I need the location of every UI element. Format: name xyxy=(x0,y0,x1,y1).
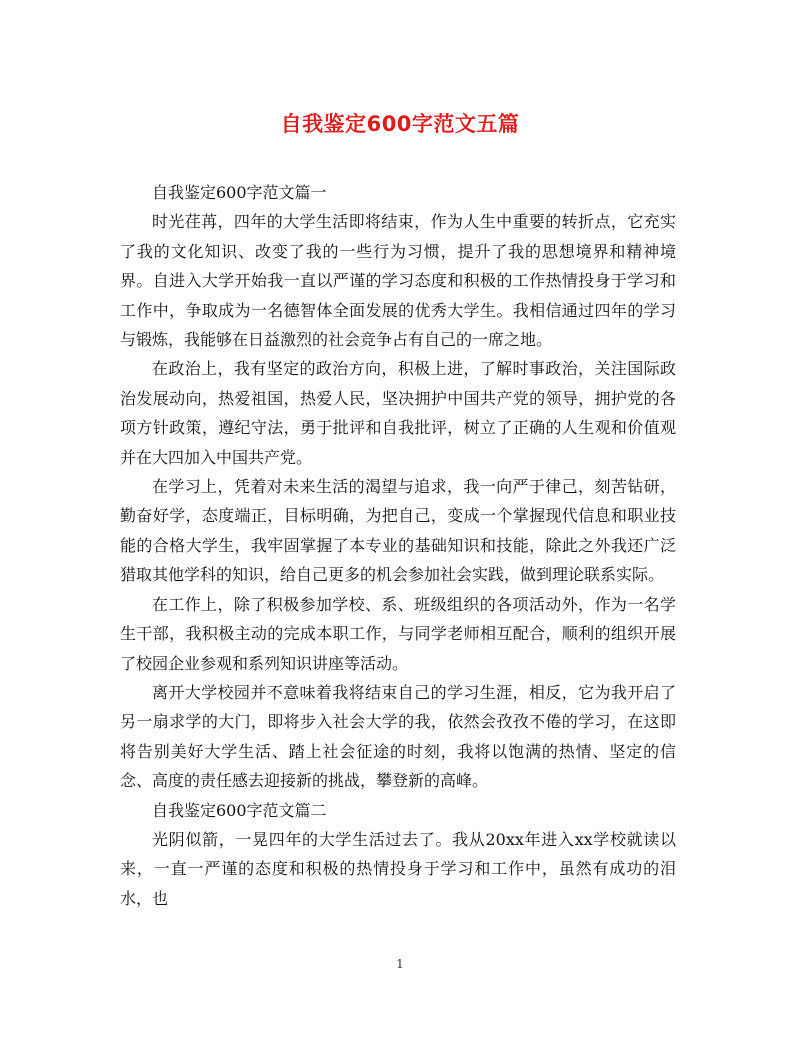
body-paragraph: 光阴似箭，一晃四年的大学生活过去了。我从20xx年进入xx学校就读以来，一直一严谨的态度和积极的热情投身于学习和工作中，虽然有成功的泪水，也 xyxy=(120,829,676,908)
page-number: 1 xyxy=(396,957,404,971)
body-paragraph: 离开大学校园并不意味着我将结束自己的学习生涯，相反，它为我开启了另一扇求学的大门，即将步入社会大学的我，依然会孜孜不倦的学习，在这即将告别美好大学生活、踏上社会征途的时刻，我将以饱满的热情、坚定的信念、高度的责任感去迎接新的挑战，攀登新的高峰。 xyxy=(120,682,676,791)
section-heading: 自我鉴定600字范文篇二 xyxy=(152,800,327,820)
body-paragraph: 在学习上，凭着对未来生活的渴望与追求，我一向严于律己，刻苦钻研，勤奋好学，态度端正，目标明确，为把自己，变成一个掌握现代信息和职业技能的合格大学生，我牢固掌握了本专业的基础知识和技能，除此之外我还广泛猎取其他学科的知识，给自己更多的机会参加社会实践，做到理论联系实际。 xyxy=(120,477,676,585)
document-body xyxy=(120,178,676,913)
body-paragraph: 在工作上，除了积极参加学校、系、班级组织的各项活动外，作为一名学生干部，我积极主动的完成本职工作，与同学老师相互配合，顺利的组织开展了校园企业参观和系列知识讲座等活动。 xyxy=(120,594,676,673)
body-paragraph: 在政治上，我有坚定的政治方向，积极上进，了解时事政治，关注国际政治发展动向，热爱祖国，热爱人民，坚决拥护中国共产党的领导，拥护党的各项方针政策，遵纪守法，勇于批评和自我批评，树立了正确的人生观和价值观并在大四加入中国共产党。 xyxy=(120,359,676,467)
section-heading: 自我鉴定600字范文篇一 xyxy=(152,183,327,202)
body-paragraph: 时光荏苒，四年的大学生活即将结束，作为人生中重要的转折点，它充实了我的文化知识、改变了我的一些行为习惯，提升了我的思想境界和精神境界。自进入大学开始我一直以严谨的学习态度和积极的工作热情投身于学习和工作中，争取成为一名德智体全面发展的优秀大学生。我相信通过四年的学习与锻炼，我能够在日益激烈的社会竞争占有自己的一席之地。 xyxy=(120,212,676,350)
document-title: 自我鉴定600字范文五篇 xyxy=(280,112,520,136)
